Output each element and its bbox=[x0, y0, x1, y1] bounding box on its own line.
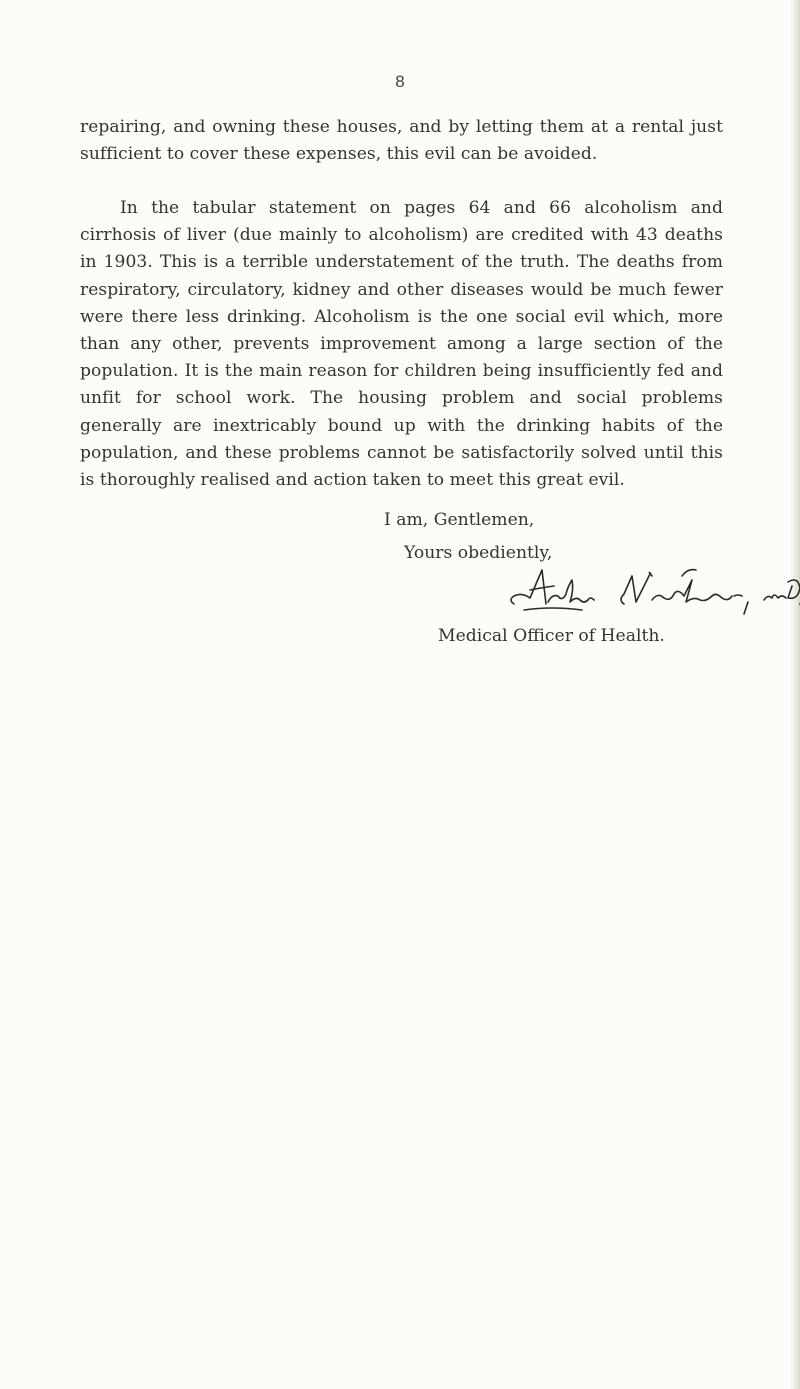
valediction: Yours obediently, bbox=[404, 543, 553, 563]
paragraph-2: In the tabular statement on pages 64 and 66 alcoholism and cirrhosis of liver (due mainly to alcoholism) are credited with 43 deaths in 1903. This is a terrible understatement of the truth. The deaths from respiratory, circulatory, kidney and other diseases would be much fewer were there less drinking. Alcoholism is the one social evil which, more than any other, prevents improvement among a large section of the population. It is the main reason for children being insufficiently fed and unfit for school work. The housing problem and social problems generally are inextricably bound up with the drinking habits of the population, and these problems cannot be satisfactorily solved until this is thoroughly realised and action taken to meet this great evil. bbox=[80, 198, 723, 491]
page-edge-shadow bbox=[790, 0, 800, 1389]
page-number: 8 bbox=[395, 72, 405, 91]
handwritten-signature bbox=[502, 566, 800, 616]
paragraph-1: repairing, and owning these houses, and by letting them at a rental just sufficient to cover these expenses, this evil can be avoided. bbox=[80, 117, 723, 165]
salutation: I am, Gentlemen, bbox=[384, 510, 535, 530]
officer-title: Medical Officer of Health. bbox=[438, 626, 665, 646]
